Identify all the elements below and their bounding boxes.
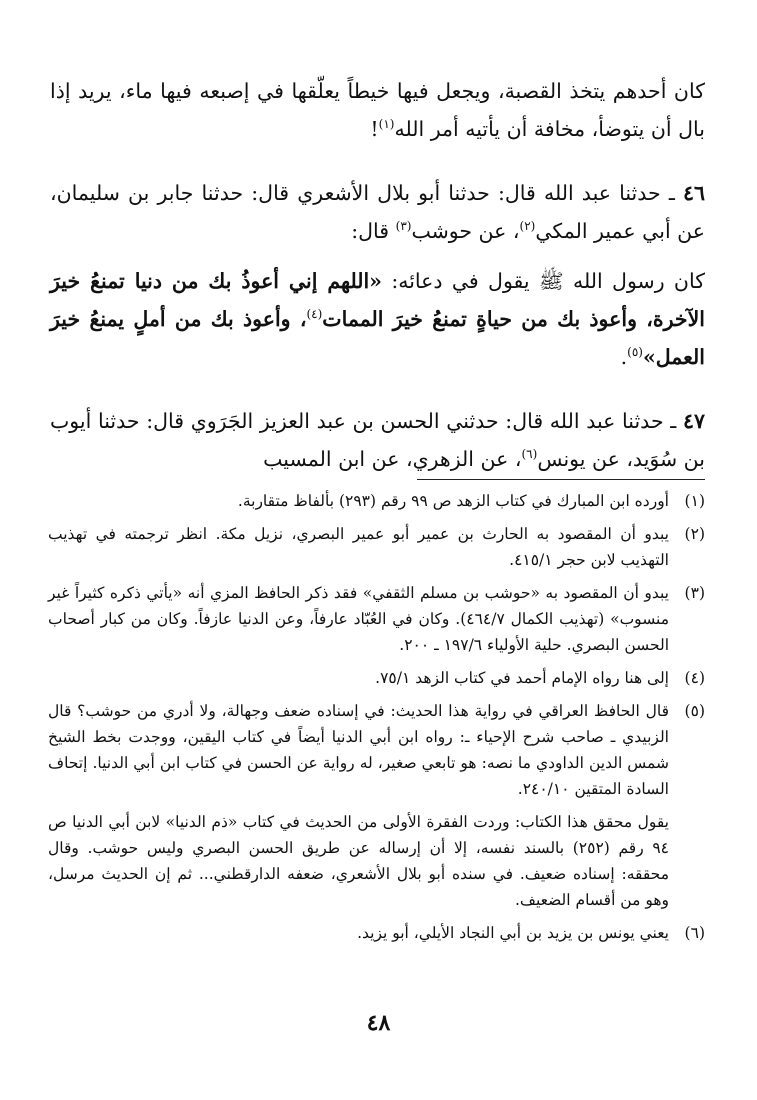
page-number: ٤٨: [366, 1010, 391, 1036]
footnote-6: (٦) يعني يونس بن يزيد بن أبي النجاد الأيلي، أبو يزيد.: [357, 924, 705, 942]
hadith-46: ٤٦ ـ حدثنا عبد الله قال: حدثنا أبو بلال الأشعري قال: حدثنا جابر بن سليمان، عن أبي عمير المكي$^{(٢)}$، عن حوشب$^{(٣)}$ قال:: [50, 181, 705, 243]
footnote-1: (١) أورده ابن المبارك في كتاب الزهد ص ٩٩ رقم (٢٩٣) بألفاظ متقاربة.: [237, 492, 705, 510]
footnote-ref-1: (١): [378, 117, 395, 132]
hadith-number-46: ٤٦: [682, 181, 705, 205]
footnote-ref-3: (٣): [395, 219, 412, 234]
footnote-ref-5: (٥): [627, 345, 643, 360]
footnote-4: (٤) إلى هنا رواه الإمام أحمد في كتاب الزهد ٧٥/١.: [375, 669, 705, 687]
supplication-text: «اللهم إني أعوذُ بك من دنيا تمنعُ خيرَ الآخرة، وأعوذ بك من حياةٍ تمنعُ خيرَ الممات: [50, 269, 705, 331]
hadith-46-text: كان رسول الله ﷺ يقول في دعائه: «اللهم إني أعوذُ بك من دنيا تمنعُ خيرَ الآخرة، وأعوذ بك من حياةٍ تمنعُ خيرَ الممات$^{(٤)}$، وأعوذ بك من أملٍ يمنعُ خيرَ العمل»$^{(٥)}$.: [50, 269, 705, 369]
footnote-ref-6: (٦): [521, 447, 538, 462]
footnote-ref-2: (٢): [519, 219, 536, 234]
footnote-divider: [417, 479, 705, 480]
footnote-ref-4: (٤): [306, 307, 323, 322]
hadith-47: ٤٧ ـ حدثنا عبد الله قال: حدثني الحسن بن عبد العزيز الجَرَوي قال: حدثنا أيوب بن سُوَيد، عن يونس$^{(٦)}$، عن الزهري، عن ابن المسيب: [50, 409, 705, 471]
hadith-number-47: ٤٧: [682, 409, 705, 433]
footnotes: [48, 488, 705, 953]
footnote-5-editor-note: يقول محقق هذا الكتاب: وردت الفقرة الأولى من الحديث في كتاب «ذم الدنيا» لابن أبي الدنيا ص ٩٤ رقم (٢٥٢) بالسند نفسه، إلا أن إرساله عن طريق الحسن البصري وليس حوشب. وقال محققه: إسناده ضعيف. في سنده أبو بلال الأشعري، ضعفه الدارقطني... ثم إن الحديث مرسل، وهو من أقسام الضعيف.: [48, 813, 669, 909]
paragraph-1: كان أحدهم يتخذ القصبة، ويجعل فيها خيطاً يعلّقها في إصبعه فيها ماء، يريد إذا بال أن يتوضأ، مخافة أن يأتيه أمر الله$^{(١)}$!: [50, 79, 705, 141]
footnote-5: (٥) قال الحافظ العراقي في رواية هذا الحديث: في إسناده ضعف وجهالة، ولا أدري من حوشب؟ قال الزبيدي ـ صاحب شرح الإحياء ـ: رواه ابن أبي الدنيا أيضاً في كتاب اليقين، ووجدت بخط الشيخ شمس الدين الداودي ما نصه: هو تابعي صغير، له رواية عن الحسن في كتاب ابن أبي الدنيا. إتحاف السادة المتقين ٢٤٠/١٠.: [48, 702, 705, 798]
main-text: [50, 72, 705, 504]
footnote-2: (٢) يبدو أن المقصود به الحارث بن عمير أبو عمير البصري، نزيل مكة. انظر ترجمته في تهذيب التهذيب لابن حجر ٤١٥/١.: [48, 525, 705, 569]
footnote-3: (٣) يبدو أن المقصود به «حوشب بن مسلم الثقفي» فقد ذكر الحافظ المزي أنه «يأتي ذكره كثيراً غير منسوب» (تهذيب الكمال ٤٦٤/٧). وكان في العُبّاد عارفاً، وعن الدنيا عازفاً. وكان من كبار أصحاب الحسن البصري. حلية الأولياء ١٩٧/٦ ـ ٢٠٠.: [48, 584, 705, 654]
